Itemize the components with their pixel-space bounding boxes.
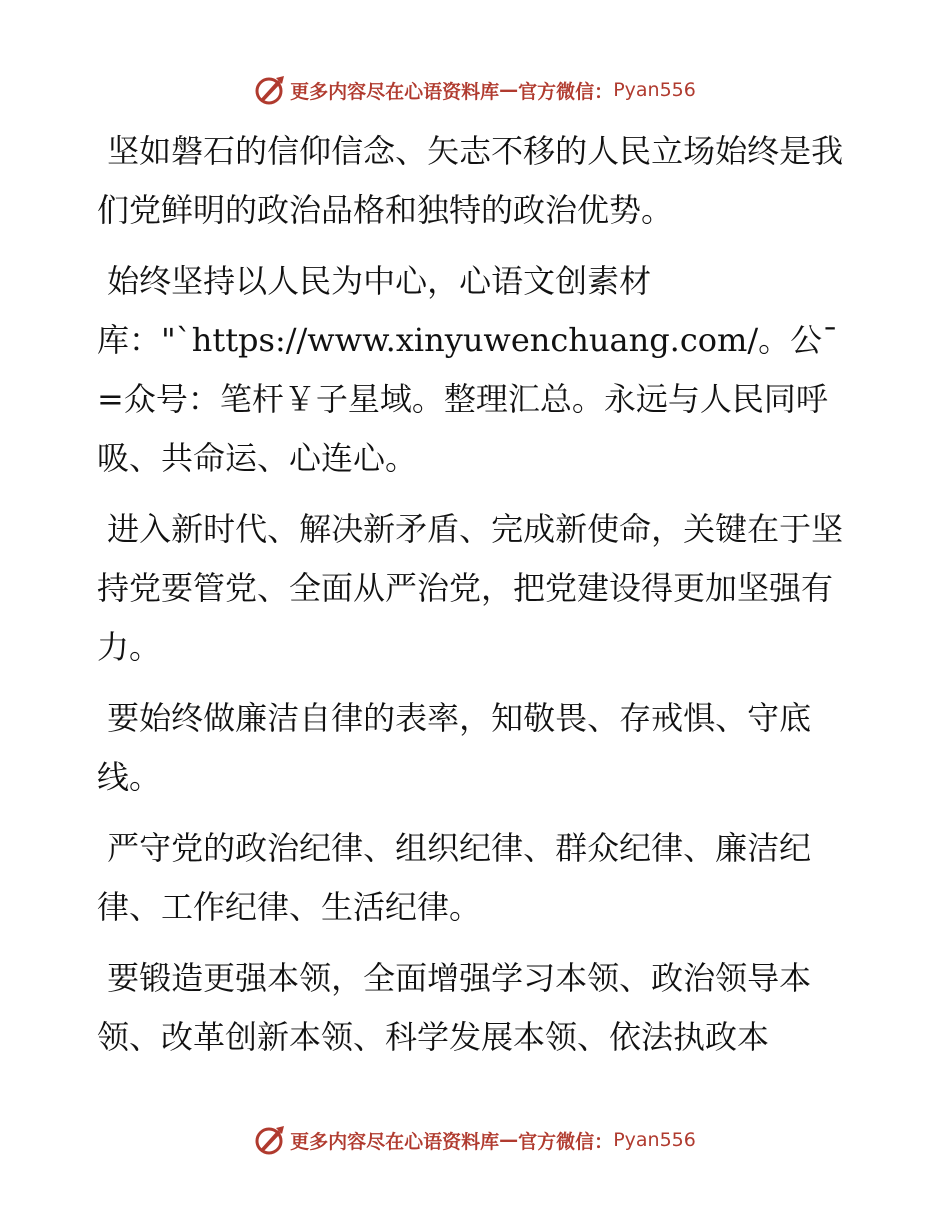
header-wechat-label: 官方微信：	[518, 80, 614, 103]
footer-separator: —	[499, 1129, 519, 1151]
paragraph-3: 进入新时代、解决新矛盾、完成新使命，关键在于坚持党要管党、全面从严治党，把党建设得更加坚强有力。	[97, 510, 844, 666]
footer-wechat-label: 官方微信：	[518, 1130, 614, 1153]
paragraph-5: 严守党的政治纪律、组织纪律、群众纪律、廉洁纪律、工作纪律、生活纪律。	[97, 829, 812, 926]
paragraph-6: 要锻造更强本领，全面增强学习本领、政治领导本领、改革创新本领、科学发展本领、依法执政本	[97, 959, 812, 1056]
document-body	[97, 122, 857, 1079]
header-wechat-id: Pyan556	[613, 79, 696, 101]
header-banner	[0, 70, 950, 110]
footer-banner-text: 更多内容尽在心语资料库	[290, 1130, 500, 1153]
footer-wechat-id: Pyan556	[613, 1129, 696, 1151]
footer-banner	[0, 1120, 950, 1160]
header-separator: —	[499, 79, 519, 101]
paragraph-2: 始终坚持以人民为中心，心语文创素材 库："`https://www.xinyuwenchuang.com/。公¯=众号：笔杆￥子星域。整理汇总。永远与人民同呼吸、共命运、心连心。	[97, 262, 839, 477]
header-banner-text: 更多内容尽在心语资料库	[290, 80, 500, 103]
paragraph-1: 坚如磐石的信仰信念、矢志不移的人民立场始终是我们党鲜明的政治品格和独特的政治优势。	[97, 132, 844, 229]
quill-logo-icon	[254, 74, 286, 106]
quill-logo-icon	[254, 1124, 286, 1156]
paragraph-4: 要始终做廉洁自律的表率，知敬畏、存戒惧、守底线。	[97, 699, 812, 796]
